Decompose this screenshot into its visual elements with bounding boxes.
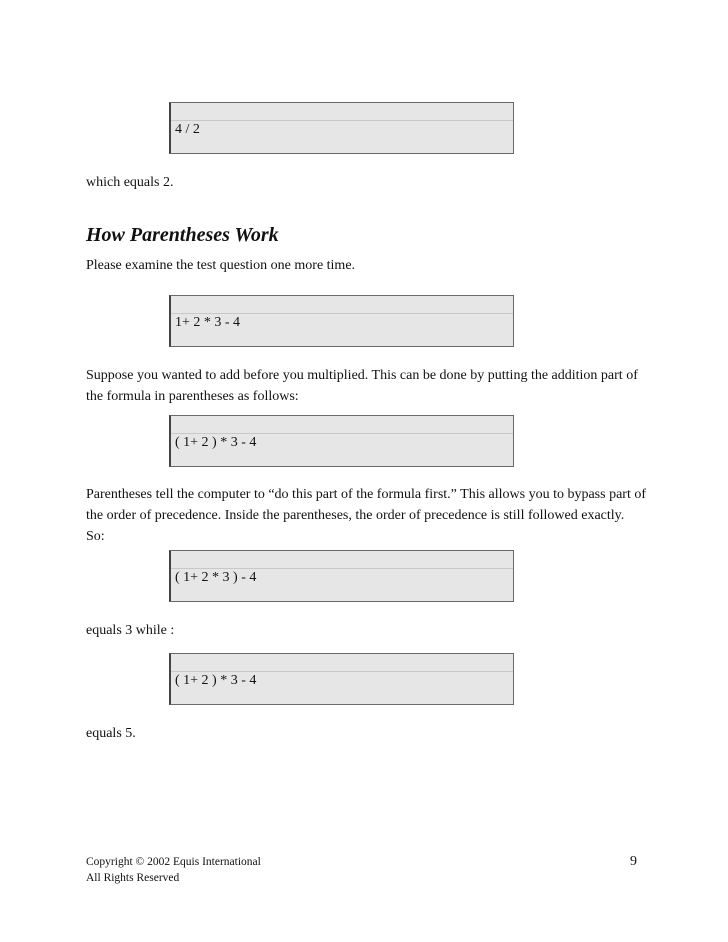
paragraph-equals-5: equals 5. bbox=[86, 726, 136, 741]
code-text: ( 1+ 2 ) * 3 - 4 bbox=[175, 435, 257, 450]
code-box-rule bbox=[171, 313, 513, 314]
code-box-rule bbox=[171, 433, 513, 434]
code-text: 1+ 2 * 3 - 4 bbox=[175, 315, 241, 330]
page-number: 9 bbox=[630, 854, 637, 869]
code-box-test-question bbox=[169, 295, 514, 347]
code-box-rule bbox=[171, 120, 513, 121]
code-box-rule bbox=[171, 568, 513, 569]
code-text: ( 1+ 2 * 3 ) - 4 bbox=[175, 570, 257, 585]
paragraph-equals-3: equals 3 while : bbox=[86, 623, 175, 638]
code-box-rule bbox=[171, 671, 513, 672]
code-box-addition-first-repeat bbox=[169, 653, 514, 705]
code-box-grouped-expression bbox=[169, 550, 514, 602]
paragraph-parentheses-tell: Parentheses tell the computer to “do this part of the formula first.” This allows you to bypass part of the order of precedence. Inside the parentheses, the order of precedence is still followed exactly. So: bbox=[86, 487, 647, 544]
footer-rights: All Rights Reserved bbox=[86, 872, 180, 884]
section-heading: How Parentheses Work bbox=[86, 224, 279, 246]
code-box-division bbox=[169, 102, 514, 154]
footer bbox=[86, 854, 261, 886]
footer-copyright: Copyright © 2002 Equis International bbox=[86, 856, 261, 868]
code-text: ( 1+ 2 ) * 3 - 4 bbox=[175, 673, 257, 688]
paragraph-intro: Please examine the test question one more time. bbox=[86, 258, 356, 273]
code-box-addition-first bbox=[169, 415, 514, 467]
paragraph-suppose: Suppose you wanted to add before you multiplied. This can be done by putting the addition part of the formula in parentheses as follows: bbox=[86, 368, 638, 404]
code-text: 4 / 2 bbox=[175, 122, 200, 137]
paragraph-equals-2: which equals 2. bbox=[86, 175, 174, 190]
